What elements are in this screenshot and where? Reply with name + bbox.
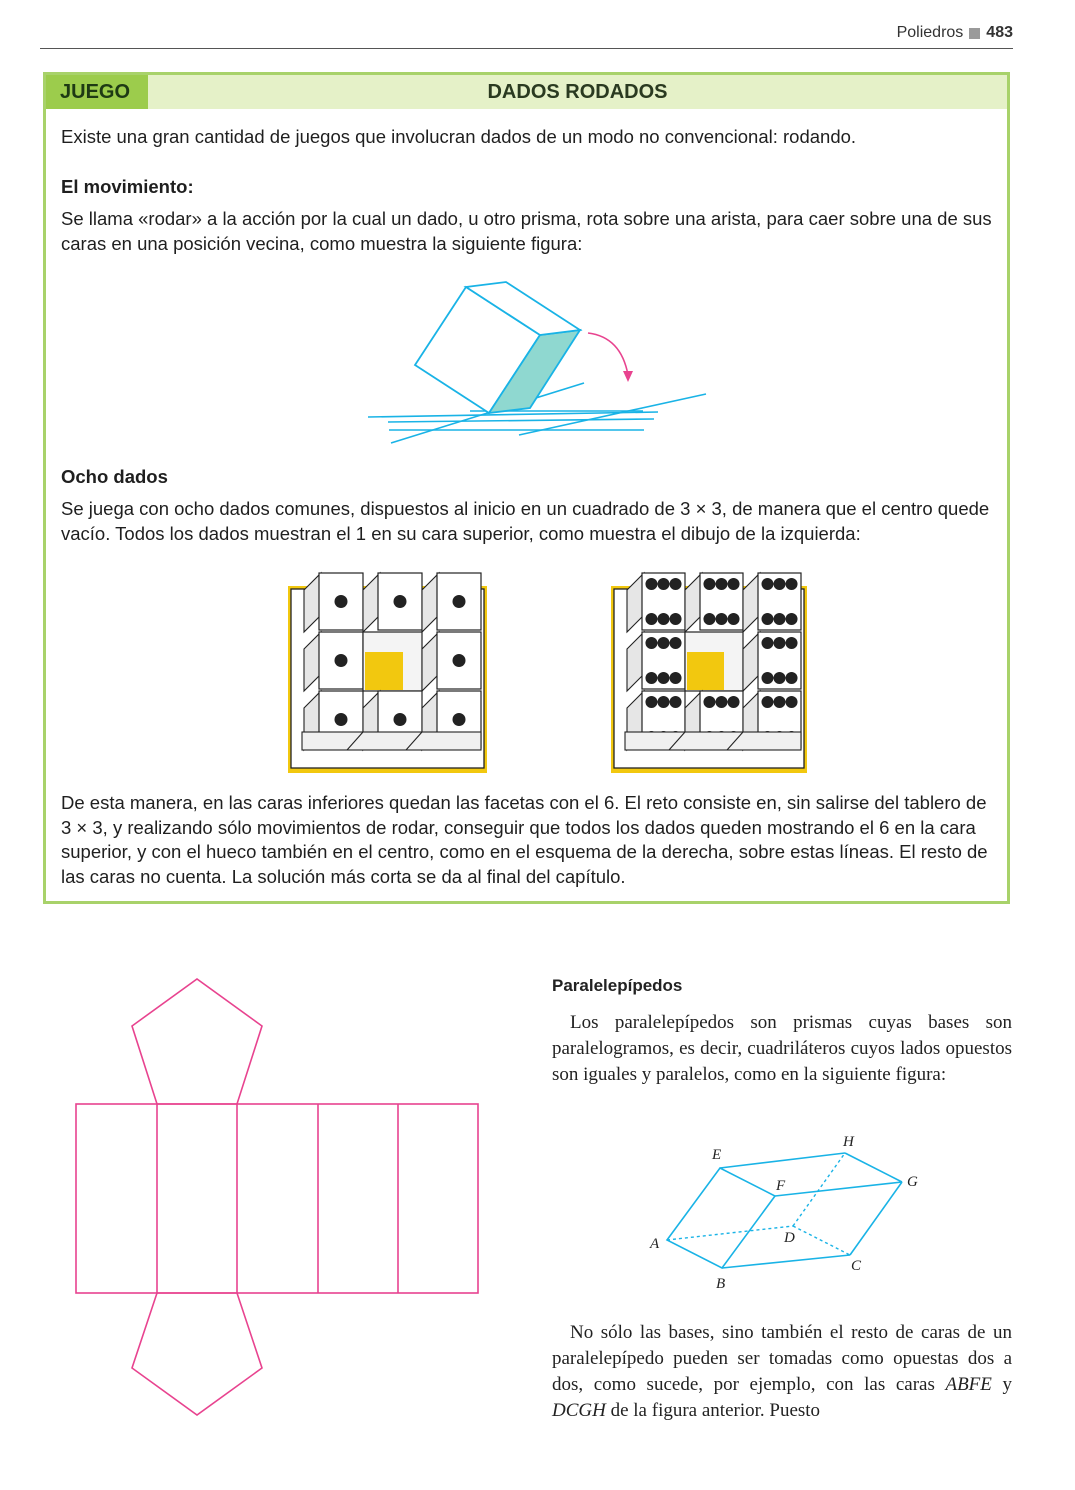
text2-part-c: y	[991, 1374, 1013, 1395]
juego-title: DADOS RODADOS	[487, 81, 668, 103]
juego-intro: Existe una gran cantidad de juegos que involucran dados de un modo no convencional: rodando.	[61, 126, 857, 147]
ocho-text: Se juega con ocho dados comunes, dispuestos al inicio en un cuadrado de 3 × 3, de manera que el centro quede vacío. Todos los dados muestran el 1 en su cara superior, como muestra el dibujo de la izquierda:	[61, 498, 990, 544]
page-number: 483	[986, 24, 1013, 41]
vertex-label-d: D	[784, 1230, 795, 1246]
vertex-label-b: B	[716, 1276, 726, 1292]
vertex-label-c: C	[851, 1258, 862, 1274]
paralelepipedos-heading: Paralelepípedos	[552, 976, 683, 995]
ocho-heading: Ocho dados	[61, 466, 168, 487]
vertex-label-e: E	[712, 1147, 722, 1163]
vertex-label-g: G	[907, 1174, 918, 1190]
text2-part-a: No sólo las bases, sino también el resto de caras de un paralelepípedo pueden ser tomadas como opuestas dos a dos, como sucede, por ejemplo, con las caras	[552, 1322, 1012, 1395]
juego-tag: JUEGO	[46, 75, 148, 109]
vertex-label-f: F	[776, 1178, 786, 1194]
paralelepipedos-text-2	[552, 1320, 1012, 1424]
movimiento-heading: El movimiento:	[61, 176, 194, 197]
vertex-label-a: A	[650, 1236, 660, 1252]
vertex-label-h: H	[843, 1134, 854, 1150]
text2-face-dcgh: DCGH	[552, 1400, 606, 1421]
movimiento-text: Se llama «rodar» a la acción por la cual un dado, u otro prisma, rota sobre una arista, para caer sobre una de sus caras en una posición vecina, como muestra la siguiente figura:	[61, 208, 992, 254]
reto-text: De esta manera, en las caras inferiores quedan las facetas con el 6. El reto consiste en, sin salirse del tablero de 3 × 3, y realizando sólo movimientos de rodar, conseguir que todos los dados queden mostrando el 6 en la cara superior, y con el hueco también en el centro, como en el esquema de la derecha, sobre estas líneas. El resto de las caras no cuenta. La solución más corta se da al final del capítulo.	[61, 792, 988, 887]
text2-face-abfe: ABFE	[945, 1374, 992, 1395]
paralelepipedos-text-1-body: Los paralelepípedos son prismas cuyas bases son paralelogramos, es decir, cuadriláteros cuyos lados opuestos son iguales y paralelos, como en la siguiente figura:	[552, 1012, 1012, 1085]
text2-part-e: de la figura anterior. Puesto	[605, 1400, 821, 1421]
section-title: Poliedros	[896, 24, 964, 41]
